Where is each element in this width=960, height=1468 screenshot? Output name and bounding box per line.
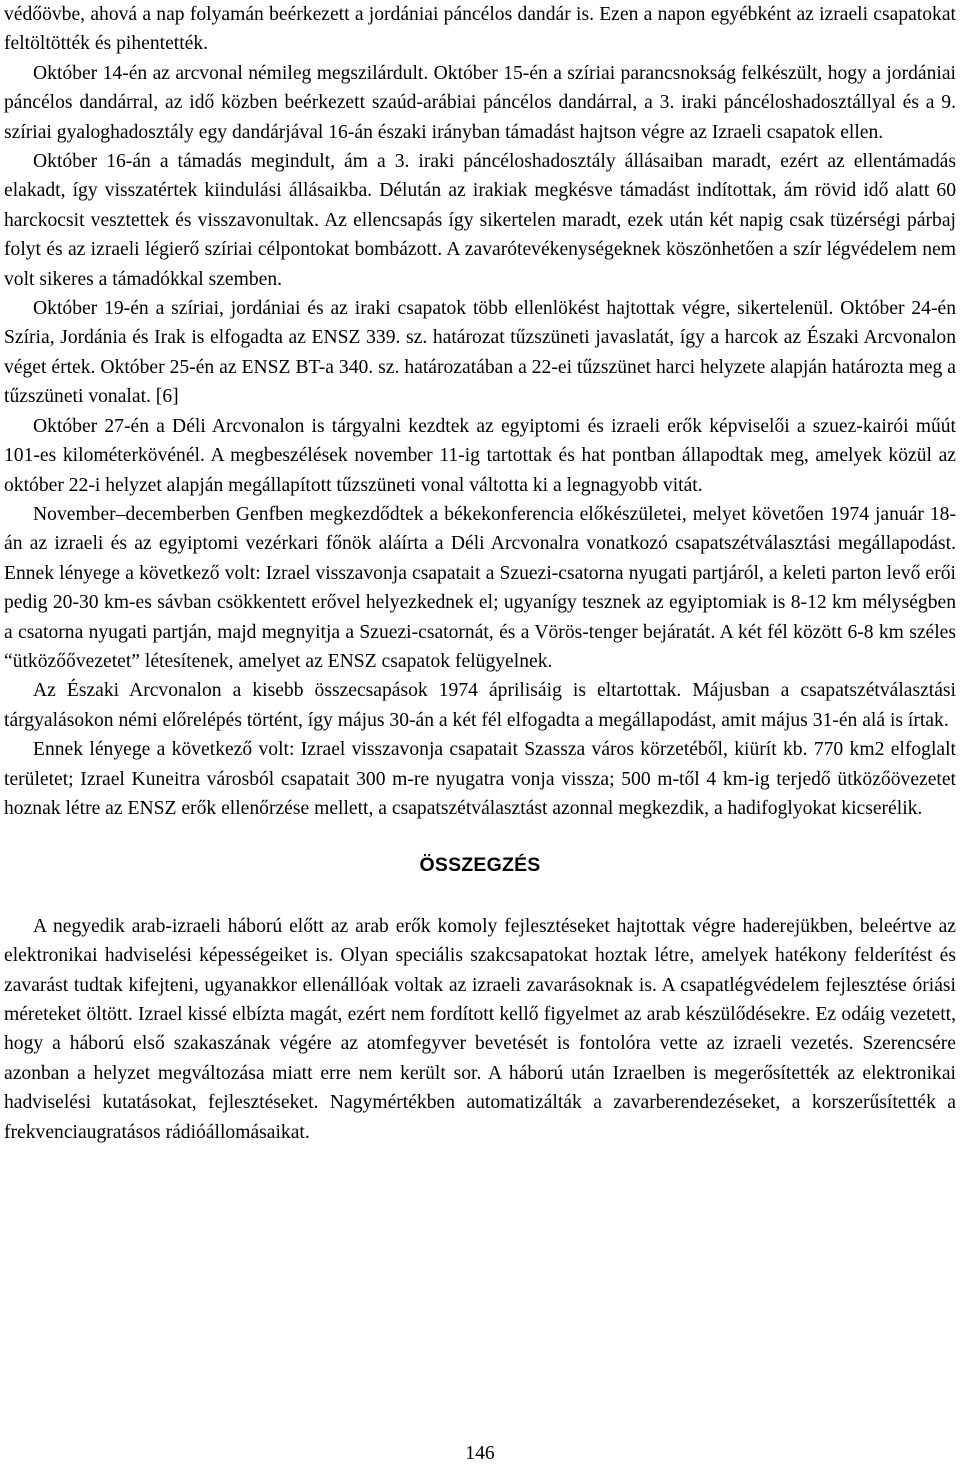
paragraph-3: Október 16-án a támadás megindult, ám a 3. iraki páncéloshadosztály állásaiban maradt, ezért az ellentámadás elakadt, így visszatértek kiindulási állásaikba. Délután az irakiak megkésve támadást indítottak, ám rövid idő alatt 60 harckocsit vesztettek és visszavonultak. Az ellencsapás így sikertelen maradt, ezek után két napig csak tüzérségi párbaj folyt és az izraeli légierő szíriai célpontokat bombázott. A zavarótevékenységeknek köszönhetően a szír légvédelem nem volt sikeres a támadókkal szemben.: [4, 151, 956, 290]
paragraph-6: November–decemberben Genfben megkezdődtek a békekonferencia előkészületei, melyet követően 1974 január 18-án az izraeli és az egyiptomi vezérkari főnök aláírta a Déli Arcvonalra vonatkozó csapatszétválasztási megállapodást. Ennek lényege a következő volt: Izrael visszavonja csapatait a Szuezi-csatorna nyugati partjáról, a keleti parton levő erői pedig 20-30 km-es sávban csökkentett erővel helyezkednek el; ugyanígy tesznek az egyiptomiak is 8-12 km mélységben a csatorna nyugati partján, majd megnyitja a Szuezi-csatornát, és a Vörös-tenger bejáratát. A két fél között 6-8 km széles “ütközőővezetet” létesítenek, amelyet az ENSZ csapatok felügyelnek.: [4, 503, 956, 672]
page-number: 146: [465, 1443, 495, 1464]
summary-paragraph: A negyedik arab-izraeli háború előtt az arab erők komoly fejlesztéseket hajtottak végre haderejükben, beleértve az elektronikai hadviselési képességeiket is. Olyan speciális szakcsapatokat hoztak létre, amelyek hatékony felderítést és zavarást tudtak kifejteni, ugyanakkor ellenállóak voltak az izraeli zavarásoknak is. A csapatlégvédelem fejlesztése óriási méreteket öltött. Izrael kissé elbízta magát, ezért nem fordított kellő figyelmet az arab készülődésekre. Ez odáig vezetett, hogy a háború első szakaszának végére az atomfegyver bevetését is fontolóra vette az izraeli vezetés. Szerencsére azonban a helyzet megváltozása miatt erre nem került sor. A háború után Izraelben is megerősítették az elektronikai hadviselési kutatásokat, fejlesztéseket. Nagymértékben automatizálták a zavarberendezéseket, a korszerűsítették a frekvenciaugratásos rádióállomásaikat.: [4, 915, 956, 1143]
paragraph-7: Az Északi Arcvonalon a kisebb összecsapások 1974 áprilisáig is eltartottak. Májusban a csapatszétválasztási tárgyalásokon némi előrelépés történt, így május 30-án a két fél elfogadta a megállapodást, amit május 31-én alá is írtak.: [4, 680, 956, 731]
section-heading: ÖSSZEGZÉS: [419, 854, 541, 877]
paragraph-5: Október 27-én a Déli Arcvonalon is tárgyalni kezdtek az egyiptomi és izraeli erők képviselői a szuez-kairói műút 101-es kilométerkövénél. A megbeszélések november 11-ig tartottak és hat pontban állapodtak meg, amelyek közül az október 22-i helyzet alapján megállapított tűzszüneti vonal váltotta ki a legnagyobb vitát.: [4, 415, 956, 496]
paragraph-4: Október 19-én a szíriai, jordániai és az iraki csapatok több ellenlökést hajtottak végre, sikertelenül. Október 24-én Szíria, Jordánia és Irak is elfogadta az ENSZ 339. sz. határozat tűzszüneti javaslatát, így a harcok az Északi Arcvonalon véget értek. Október 25-én az ENSZ BT-a 340. sz. határozatában a 22-ei tűzszünet harci helyzete alapján határozta meg a tűzszüneti vonalat. [6]: [4, 298, 956, 408]
paragraph-2: Október 14-én az arcvonal némileg megszilárdult. Október 15-én a szíriai parancsnokság felkészült, hogy a jordániai páncélos dandárral, az idő közben beérkezett szaúd-arábiai páncélos dandárral, a 3. iraki páncéloshadosztállyal és a 9. szíriai gyaloghadosztály egy dandárjával 16-án északi irányban támadást hajtson végre az Izraeli csapatok ellen.: [4, 62, 956, 143]
paragraph-8: Ennek lényege a következő volt: Izrael visszavonja csapatait Szassza város körzetéből, kiürít kb. 770 km2 elfoglalt területet; Izrael Kuneitra városból csapatait 300 m-re nyugatra vonja vissza; 500 m-től 4 km-ig terjedő ütközőövezetet hoznak létre az ENSZ erők ellenőrzése mellett, a csapatszétválasztást azonnal megkezdik, a hadifoglyokat kicserélik.: [4, 739, 956, 819]
body-text: [4, 0, 956, 1147]
paragraph-1: védőövbe, ahová a nap folyamán beérkezett a jordániai páncélos dandár is. Ezen a napon egyébként az izraeli csapatokat feltöltötték és pihentették.: [4, 4, 956, 55]
